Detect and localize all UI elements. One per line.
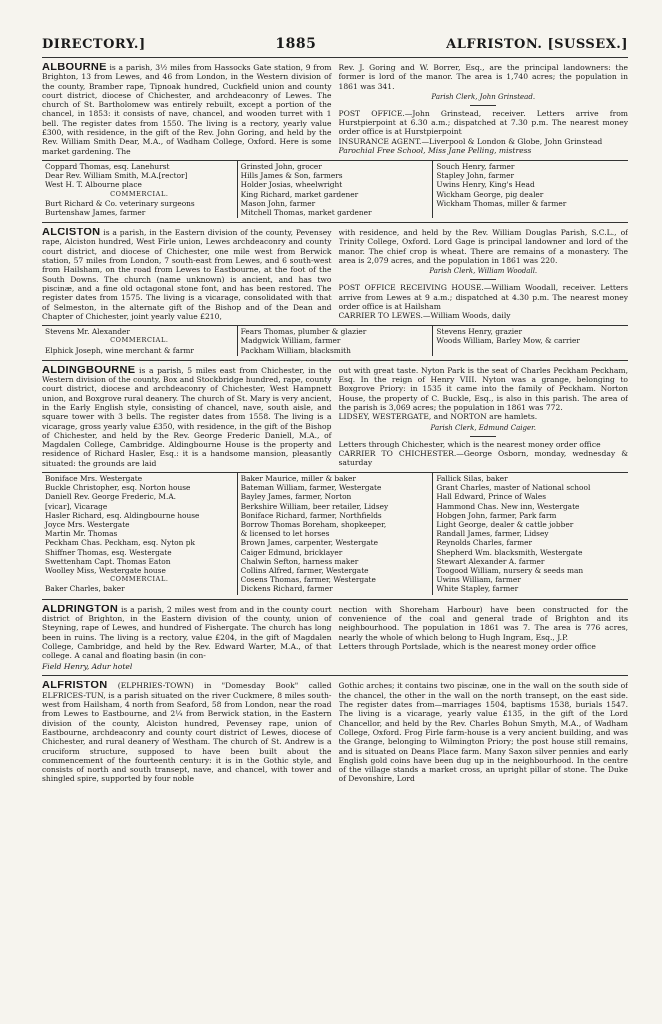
entry-name: ALBOURNE bbox=[42, 63, 107, 73]
directory-column bbox=[432, 161, 628, 218]
entry-description-continued: out with great taste. Nyton Park is the seat of Charles Peckham Peckham, Esq. In the reign of Henry VIII. Nyton was a grange, belonging to Boxgrove Priory: in 1535 it came into the family of Peckham. Norton House, the property of C. Buckle, Esq., is also in this parish. The area of the parish is 3,069 acres; the population in 1861 was 772. bbox=[338, 365, 628, 412]
directory-column bbox=[237, 161, 433, 218]
list-item: Wickham Thomas, miller & farmer bbox=[436, 198, 567, 208]
alfriston-right-column bbox=[339, 681, 629, 783]
post-office: POST OFFICE RECEIVING HOUSE.—William Woodall, receiver. Letters arrive from Lewes at 9 a.m.; dispatched at 4.30 p.m. The nearest money order office is at Hailsham bbox=[338, 283, 628, 311]
list-item: Wickham George, pig dealer bbox=[436, 189, 544, 199]
alfriston-left-column bbox=[42, 681, 332, 783]
divider bbox=[470, 436, 496, 437]
list-item: Holder Josias, wheelwright bbox=[240, 180, 343, 190]
albourne-directory bbox=[42, 160, 628, 218]
entry-name: ALDINGBOURNE bbox=[42, 365, 136, 376]
list-item: Stevens Henry, grazier bbox=[436, 327, 523, 337]
alciston-right-column bbox=[339, 228, 629, 321]
list-item: Borrow Thomas Boreham, shopkeeper, bbox=[240, 520, 387, 530]
divider bbox=[470, 279, 496, 280]
resident-entry: Field Henry, Adur hotel bbox=[42, 662, 133, 672]
entry-name: ALDRINGTON bbox=[42, 604, 119, 615]
albourne-left-column bbox=[42, 63, 332, 156]
list-item: Coppard Thomas, esq. Lanehurst bbox=[45, 161, 170, 171]
list-item: Hammond Chas. New inn, Westergate bbox=[436, 501, 580, 511]
list-item: Packham William, blacksmith bbox=[240, 345, 351, 355]
list-item: Collins Alfred, farmer, Westergate bbox=[240, 566, 369, 576]
entry-alciston bbox=[42, 223, 628, 361]
list-item: Brown James, carpenter, Westergate bbox=[240, 538, 378, 548]
list-item: Stapley John, farmer bbox=[436, 171, 514, 181]
parish-clerk: Parish Clerk, William Woodall. bbox=[429, 267, 538, 276]
list-item: Shiffner Thomas, esq. Westergate bbox=[45, 547, 172, 557]
list-item: King Richard, market gardener bbox=[240, 189, 359, 199]
list-item: Uwins Henry, King's Head bbox=[436, 180, 535, 190]
aldingbourne-directory bbox=[42, 472, 628, 595]
entry-description: (ELPHRIES-TOWN) in "Domesday Book" called ELFRICES-TUN, is a parish situated on the river Cuckmere, 8 miles south-west from Hailsham, 4 north from Seaford, 58 from London, near the road from Lewes to Eastbourne, and 2¼ from Berwick station, in the Eastern division of the county, Alciston hundred, Pevensey rape, union of Eastbourne, archdeaconry and county court district of Lewes, diocese of Chichester, and rural deanery of Westham. The church of St. Andrew is a cruciform structure, supposed to have been built about the commencement of the fourteenth century: it is in the Gothic style, and consists of north and south transept, nave, and chancel, with tower and shingled spire, supported by four noble bbox=[42, 681, 332, 784]
list-item: [vicar], Vicarage bbox=[45, 501, 108, 511]
list-item: Stevens Mr. Alexander bbox=[45, 327, 130, 337]
list-item: Caiger Edmund, bricklayer bbox=[240, 547, 343, 557]
list-item: Buckle Christopher, esq. Norton house bbox=[45, 483, 191, 493]
list-item: Uwins William, farmer bbox=[436, 575, 521, 585]
list-item: Grant Charles, master of National school bbox=[436, 483, 591, 493]
list-item: Baker Maurice, miller & baker bbox=[240, 474, 356, 484]
entry-description: is a parish, 3½ miles from Hassocks Gate station, 9 from Brighton, 13 from Lewes, and 46 from London, in the Western division of the county, Bramber rape, Tipnoak hundred, Cuckfield union and county court district, diocese of Chichester, and archdeaconry of Lewes. The church of St. Bartholomew was entirely rebuilt, except a portion of the chancel, in 1853: it consists of nave, chancel, and wooden turret with 1 bell. The register dates from 1550. The living is a rectory, yearly value £300, with residence, in the gift of the Rev. John Goring, and held by the Rev. William Smith Dear, M.A., of Wadham College, Oxford. Here is some market gardening. The bbox=[42, 63, 332, 156]
running-head bbox=[42, 36, 628, 58]
entry-description: is a parish, 5 miles east from Chichester, in the Western division of the county, Box and Stockbridge hundred, rape, county court district, diocese and archdeaconry of Chichester, West Hampnett union, and Boxgrove rural deanery. The church of St. Mary is very ancient, in the Early English style, consisting of chancel, nave, south aisle, and square tower with 3 bells. The register dates from 1558. The living is a vicarage, gross yearly value £350, with residence, in the gift of the Bishop of Chichester, and held by the Rev. George Frederic Daniell, M.A., of Magdalen College, Cambridge. Aldingbourne House is the property and residence of Richard Hasler, Esq.: it is a handsome mansion, pleasantly situated: the grounds are laid bbox=[42, 365, 332, 468]
hamlets: LIDSEY, WESTERGATE, and NORTON are hamlets. bbox=[338, 412, 538, 422]
letters: Letters through Chichester, which is the nearest money order office bbox=[338, 439, 601, 449]
list-item: Stewart Alexander A. farmer bbox=[436, 556, 545, 566]
list-item: Joyce Mrs. Westergate bbox=[45, 520, 130, 530]
list-item: White Stapley, farmer bbox=[436, 584, 519, 594]
entry-description: is a parish, 2 miles west from and in the county court district of Brighton, in the Eastern division of the county, union of Steyning, rape of Lewes, and hundred of Fishergate. The church has long been in ruins. The living is a rectory, value £204, in the gift of Magdalen College, Cambridge, and held by the Rev. Edward Warter, M.A., of that college. A canal and floating basin (in con- bbox=[42, 604, 332, 661]
letters: Letters through Portslade, which is the nearest money order office bbox=[338, 641, 596, 651]
directory-column bbox=[432, 473, 628, 595]
list-item: Chalwin Sefton, harness maker bbox=[240, 556, 359, 566]
alciston-left-column bbox=[42, 228, 332, 321]
entry-description-continued: nection with Shoreham Harbour) have been constructed for the convenience of the coal and general trade of Brighton and its neighbourhood. The population in 1861 was 7. The area is 776 acres, nearly the whole of which belong to Hugh Ingram, Esq., J.P. bbox=[338, 604, 628, 642]
directory-column bbox=[237, 326, 433, 356]
list-item: Shepherd Wm. blacksmith, Westergate bbox=[436, 547, 583, 557]
list-item: Fears Thomas, plumber & glazier bbox=[240, 327, 367, 337]
parish-clerk: Parish Clerk, Edmund Caiger. bbox=[430, 423, 536, 432]
list-item: Fallick Silas, baker bbox=[436, 474, 508, 484]
alciston-directory bbox=[42, 325, 628, 356]
carrier: CARRIER TO LEWES.—William Woods, daily bbox=[338, 311, 511, 321]
list-item: & licensed to let horses bbox=[240, 529, 330, 539]
aldingbourne-left-column bbox=[42, 366, 332, 468]
list-item: Boniface Mrs. Westergate bbox=[45, 474, 143, 484]
section-heading: COMMERCIAL. bbox=[110, 189, 169, 198]
entry-description-continued: with residence, and held by the Rev. William Douglas Parish, S.C.L., of Trinity College, Oxford. Lord Gage is principal landowner and lord of the manor. The chief crop is wheat. There are remains of a monastery. The area is 2,079 acres, and the population in 1861 was 220. bbox=[338, 228, 628, 266]
list-item: Burt Richard & Co. veterinary surgeons bbox=[45, 198, 195, 208]
list-item: Woolley Miss, Westergate house bbox=[45, 566, 166, 576]
entry-name: ALFRISTON bbox=[42, 681, 108, 692]
list-item: Hasler Richard, esq. Aldingbourne house bbox=[45, 510, 200, 520]
entry-albourne bbox=[42, 58, 628, 223]
list-item: West H. T. Albourne place bbox=[45, 180, 142, 190]
list-item: Reynolds Charles, farmer bbox=[436, 538, 533, 548]
section-heading: COMMERCIAL. bbox=[110, 575, 169, 584]
entry-aldrington bbox=[42, 600, 628, 677]
page-number: 1885 bbox=[275, 36, 317, 52]
directory-column bbox=[432, 326, 628, 356]
list-item: Dear Rev. William Smith, M.A.[rector] bbox=[45, 171, 188, 181]
entry-description-continued: Rev. J. Goring and W. Borrer, Esq., are the principal landowners: the former is lord of the manor. The area is 1,740 acres; the population in 1861 was 341. bbox=[338, 63, 628, 91]
list-item: Mason John, farmer bbox=[240, 198, 316, 208]
list-item: Elphick Joseph, wine merchant & farmr bbox=[45, 345, 194, 355]
list-item: Daniell Rev. George Frederic, M.A. bbox=[45, 492, 177, 502]
list-item: Bayley James, farmer, Norton bbox=[240, 492, 352, 502]
list-item: Grinsted John, grocer bbox=[240, 161, 322, 171]
entry-description-continued: Gothic arches; it contains two piscinæ, one in the wall on the south side of the chancel, the other in the wall on the north transept, on the east side. The register dates from—marriages 1504, baptisms 1538, burials 1547. The living is a vicarage, yearly value £135, in the gift of the Lord Chancellor, and held by the Rev. Charles Bohun Smyth, M.A., of Wadham College, Oxford. Frog Firle farm-house is a very ancient building, and was the Grange, belonging to Wilmington Priory; the post house still remains, and is situated on Deans Place farm. Many Saxon silver pennies and early English gold coins have been dug up in the neighbourhood. In the centre of the village stands a market cross, an upright pillar of stone. The Duke of Devonshire, Lord bbox=[338, 681, 628, 784]
parish-clerk: Parish Clerk, John Grinstead. bbox=[431, 92, 536, 101]
list-item: Souch Henry, farmer bbox=[436, 161, 515, 171]
list-item: Toogood William, nursery & seeds man bbox=[436, 566, 584, 576]
header-left: DIRECTORY.] bbox=[42, 37, 146, 52]
list-item: Baker Charles, baker bbox=[45, 584, 125, 594]
directory-column bbox=[42, 326, 237, 356]
aldrington-right-column bbox=[339, 605, 629, 661]
directory-column bbox=[42, 473, 237, 595]
carrier: CARRIER TO CHICHESTER.—George Osborn, monday, wednesday & saturday bbox=[338, 448, 628, 468]
list-item: Light George, dealer & cattle jobber bbox=[436, 520, 574, 530]
list-item: Randall James, farmer, Lidsey bbox=[436, 529, 549, 539]
list-item: Burtenshaw James, farmer bbox=[45, 207, 146, 217]
aldingbourne-right-column bbox=[339, 366, 629, 468]
aldrington-left-column bbox=[42, 605, 332, 661]
list-item: Hall Edward, Prince of Wales bbox=[436, 492, 547, 502]
directory-column bbox=[42, 161, 237, 218]
list-item: Swettenham Capt. Thomas Eaton bbox=[45, 556, 171, 566]
insurance-agent: INSURANCE AGENT.—Liverpool & London & Globe, John Grinstead bbox=[338, 136, 603, 146]
section-heading: COMMERCIAL. bbox=[110, 336, 169, 345]
header-right: ALFRISTON. [SUSSEX.] bbox=[446, 37, 628, 52]
list-item: Martin Mr. Thomas bbox=[45, 529, 118, 539]
entry-alfriston bbox=[42, 676, 628, 787]
entry-description: is a parish, in the Eastern division of the county, Pevensey rape, Alciston hundred, West Firle union, Lewes archdeaconry and county court district, and diocese of Chichester, one mile west from Berwick station, 57 miles from London, 7 south-east from Lewes, and 6 south-west from Hailsham, on the road from Lewes to Eastbourne, at the foot of the South Downs. The church (name unknown) is ancient, and has two piscinæ, and a fine old octagonal stone font, and has been restored. The register dates from 1575. The living is a vicarage, consolidated with that of Selmeston, in the alternate gift of the Bishop and of the Dean and Chapter of Chichester, joint yearly value £210, bbox=[42, 228, 332, 321]
list-item: Boniface Richard, farmer, Northfields bbox=[240, 510, 382, 520]
divider bbox=[470, 105, 496, 106]
list-item: Mitchell Thomas, market gardener bbox=[240, 207, 372, 217]
list-item: Berkshire William, beer retailer, Lidsey bbox=[240, 501, 389, 511]
post-office: POST OFFICE.—John Grinstead, receiver. Letters arrive from Hurstpierpoint at 6.30 a.m.; dispatched at 7.30 p.m. The nearest money order office is at Hurstpierpoint bbox=[338, 108, 628, 137]
list-item: Dickens Richard, farmer bbox=[240, 584, 333, 594]
entry-name: ALCISTON bbox=[42, 228, 101, 239]
albourne-right-column bbox=[339, 63, 629, 156]
directory-column bbox=[237, 473, 433, 595]
list-item: Woods William, Barley Mow, & carrier bbox=[436, 336, 580, 346]
list-item: Hobgen John, farmer, Park farm bbox=[436, 510, 557, 520]
list-item: Cosens Thomas, farmer, Westergate bbox=[240, 575, 376, 585]
list-item: Bateman William, farmer, Westergate bbox=[240, 483, 382, 493]
list-item: Peckham Chas. Peckham, esq. Nyton pk bbox=[45, 538, 195, 548]
school: Parochial Free School, Miss Jane Pelling, mistress bbox=[338, 146, 532, 156]
entry-aldingbourne bbox=[42, 361, 628, 600]
list-item: Hills James & Son, farmers bbox=[240, 171, 343, 181]
list-item: Madgwick William, farmer bbox=[240, 336, 341, 346]
